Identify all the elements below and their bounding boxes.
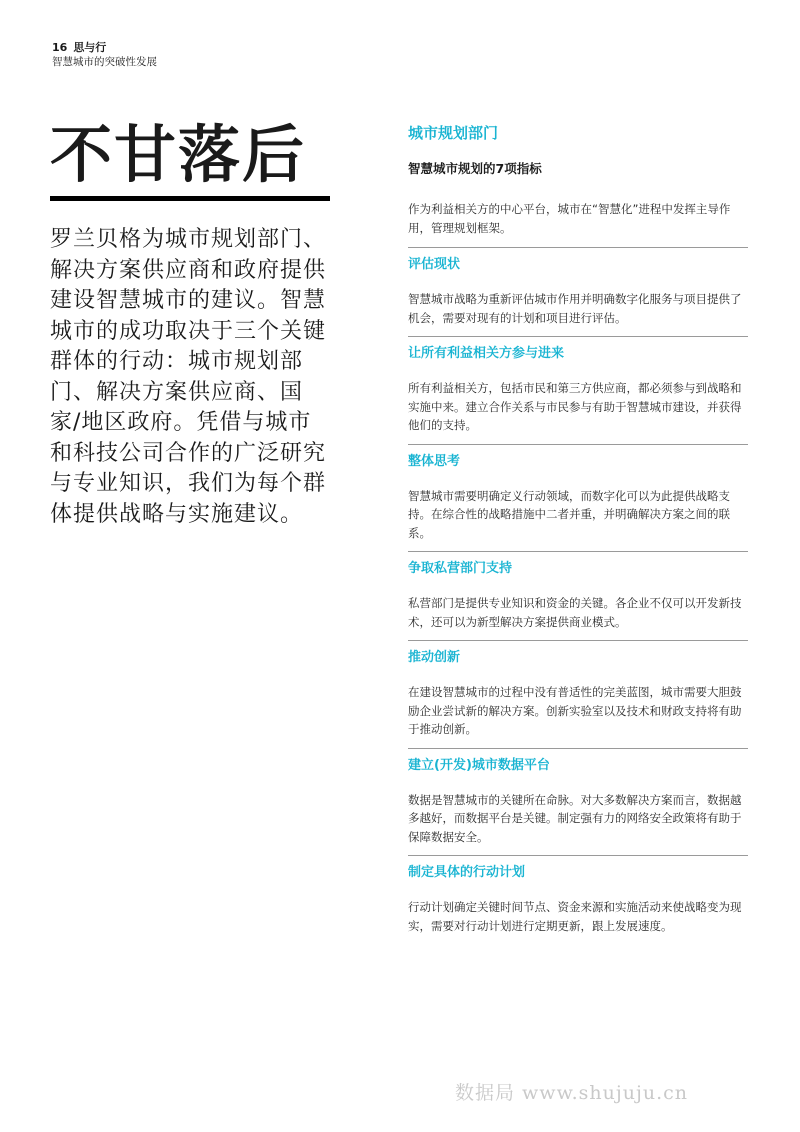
indicator-desc: 所有利益相关方，包括市民和第三方供应商，都必须参与到战略和实施中来。建立合作关系与市民参与有助于智慧城市建设，并获得他们的支持。 [408,381,742,432]
indicator-desc: 智慧城市战略为重新评估城市作用并明确数字化服务与项目提供了机会，需要对现有的计划和项目进行评估。 [408,292,742,325]
indicator-desc: 在建设智慧城市的过程中没有普适性的完美蓝图，城市需要大胆鼓励企业尝试新的解决方案。创新实验室以及技术和财政支持将有助于推动创新。 [408,685,742,736]
indicator-title: 评估现状 [408,257,461,272]
indicator-title: 建立(开发)城市数据平台 [408,757,550,773]
column-subtitle: 智慧城市规划的7项指标 [408,161,542,176]
page-header [52,40,157,70]
indicator-section [408,453,748,553]
indicator-desc: 智慧城市需要明确定义行动领域，而数字化可以为此提供战略支持。在综合性的战略措施中二者并重，并明确解决方案之间的联系。 [408,488,730,540]
indicator-title: 让所有利益相关方参与进来 [408,346,565,361]
indicator-section [408,864,748,944]
right-column [408,118,748,944]
indicator-section [408,757,748,857]
header-subtitle: 智慧城市的突破性发展 [52,56,157,68]
header-row [52,40,157,55]
indicator-title: 争取私营部门支持 [408,561,513,576]
intro-paragraph: 罗兰贝格为城市规划部门、解决方案供应商和政府提供建设智慧城市的建议。智慧城市的成功取决于三个关键群体的行动：城市规划部门、解决方案供应商、国家/地区政府。凭借与城市和科技公司合作的广泛研究与专业知识，我们为每个群体提供战略与实施建议。 [50,227,327,527]
page-number: 16 [52,41,68,54]
indicator-section [408,560,748,641]
indicator-desc: 数据是智慧城市的关键所在命脉。对大多数解决方案而言，数据越多越好，而数据平台是关键。制定强有力的网络安全政策将有助于保障数据安全。 [408,792,742,844]
indicator-desc: 行动计划确定关键时间节点、资金来源和实施活动来使战略变为现实，需要对行动计划进行定期更新，跟上发展速度。 [408,900,742,933]
section-name: 思与行 [73,41,107,54]
left-column [50,118,340,530]
indicator-title: 整体思考 [408,453,461,469]
column-intro: 作为利益相关方的中心平台，城市在“智慧化”进程中发挥主导作用，管理规划框架。 [408,200,748,248]
indicator-title: 制定具体的行动计划 [408,865,526,880]
column-title: 城市规划部门 [408,124,499,142]
indicator-section [408,256,748,337]
watermark: 数据局 www.shujuju.cn [455,1082,689,1104]
indicator-desc: 私营部门是提供专业知识和资金的关键。各企业不仅可以开发新技术，还可以为新型解决方案提供商业模式。 [408,596,742,629]
indicator-title: 推动创新 [408,650,461,665]
indicator-section [408,345,748,445]
indicator-section [408,649,748,749]
page-title: 不甘落后 [50,118,330,201]
